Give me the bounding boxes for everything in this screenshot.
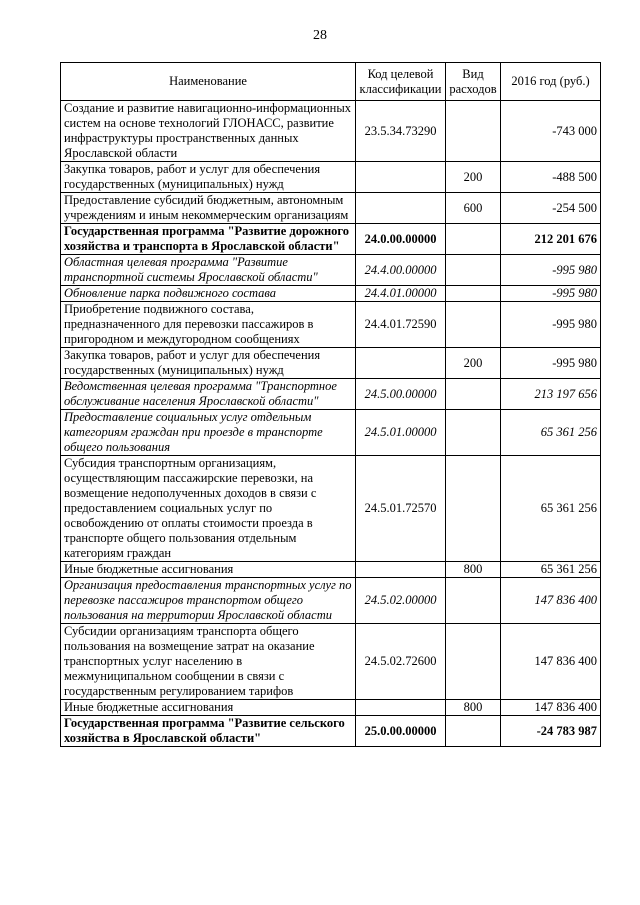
row-name: Государственная программа "Развитие дорожного хозяйства и транспорта в Ярославской области" xyxy=(61,224,356,255)
header-code: Код целевой классификации xyxy=(356,63,446,101)
table-row xyxy=(61,286,601,302)
row-name: Областная целевая программа "Развитие транспортной системы Ярославской области" xyxy=(61,255,356,286)
row-name: Предоставление субсидий бюджетным, автономным учреждениям и иным некоммерческим организациям xyxy=(61,193,356,224)
budget-table xyxy=(60,62,601,747)
row-code: 24.0.00.00000 xyxy=(356,224,446,255)
row-name: Субсидии организациям транспорта общего пользования на возмещение затрат на оказание транспортных услуг населению в межмуниципальном сообщении в связи с государственным регулированием тарифов xyxy=(61,624,356,700)
row-name: Субсидия транспортным организациям, осуществляющим пассажирские перевозки, на возмещение недополученных доходов в связи с предоставлением социальных услуг по освобождению от оплаты стоимости проезда в транспорте общего пользования отдельным категориям граждан xyxy=(61,456,356,562)
row-sum: 147 836 400 xyxy=(501,624,601,700)
row-type xyxy=(446,456,501,562)
row-name: Иные бюджетные ассигнования xyxy=(61,700,356,716)
row-name: Приобретение подвижного состава, предназначенного для перевозки пассажиров в пригородном и междугородном сообщениях xyxy=(61,302,356,348)
row-code: 24.4.01.72590 xyxy=(356,302,446,348)
table-row xyxy=(61,224,601,255)
row-type: 600 xyxy=(446,193,501,224)
header-name: Наименование xyxy=(61,63,356,101)
row-type: 800 xyxy=(446,700,501,716)
row-sum: 65 361 256 xyxy=(501,410,601,456)
row-type xyxy=(446,101,501,162)
row-code: 24.5.01.72570 xyxy=(356,456,446,562)
row-name: Государственная программа "Развитие сельского хозяйства в Ярославской области" xyxy=(61,716,356,747)
row-sum: -995 980 xyxy=(501,348,601,379)
row-name: Организация предоставления транспортных услуг по перевозке пассажиров транспортом общего пользования на территории Ярославской области xyxy=(61,578,356,624)
table-row xyxy=(61,624,601,700)
row-sum: 212 201 676 xyxy=(501,224,601,255)
header-sum: 2016 год (руб.) xyxy=(501,63,601,101)
row-sum: 147 836 400 xyxy=(501,700,601,716)
table-row xyxy=(61,716,601,747)
row-code xyxy=(356,700,446,716)
table-header-row xyxy=(61,63,601,101)
row-name: Закупка товаров, работ и услуг для обеспечения государственных (муниципальных) нужд xyxy=(61,348,356,379)
row-code xyxy=(356,162,446,193)
row-name: Обновление парка подвижного состава xyxy=(61,286,356,302)
table-row xyxy=(61,456,601,562)
row-code: 24.4.01.00000 xyxy=(356,286,446,302)
row-type xyxy=(446,716,501,747)
table-row xyxy=(61,410,601,456)
row-name: Ведомственная целевая программа "Транспортное обслуживание населения Ярославской области" xyxy=(61,379,356,410)
row-code: 25.0.00.00000 xyxy=(356,716,446,747)
row-type xyxy=(446,410,501,456)
row-name: Создание и развитие навигационно-информационных систем на основе технологий ГЛОНАСС, развитие инфраструктуры пространственных данных Ярославской области xyxy=(61,101,356,162)
table-row xyxy=(61,193,601,224)
row-code: 24.5.02.00000 xyxy=(356,578,446,624)
row-name: Закупка товаров, работ и услуг для обеспечения государственных (муниципальных) нужд xyxy=(61,162,356,193)
row-code xyxy=(356,562,446,578)
table-row xyxy=(61,562,601,578)
table-row xyxy=(61,101,601,162)
table-row xyxy=(61,348,601,379)
table-row xyxy=(61,162,601,193)
row-code: 24.5.02.72600 xyxy=(356,624,446,700)
row-code: 23.5.34.73290 xyxy=(356,101,446,162)
row-sum: -24 783 987 xyxy=(501,716,601,747)
table-row xyxy=(61,578,601,624)
header-type: Вид расходов xyxy=(446,63,501,101)
row-sum: -743 000 xyxy=(501,101,601,162)
row-type xyxy=(446,286,501,302)
row-type xyxy=(446,624,501,700)
row-code: 24.5.00.00000 xyxy=(356,379,446,410)
row-name: Иные бюджетные ассигнования xyxy=(61,562,356,578)
row-sum: -254 500 xyxy=(501,193,601,224)
table-row xyxy=(61,302,601,348)
row-type: 200 xyxy=(446,348,501,379)
page-number: 28 xyxy=(313,28,327,43)
row-sum: 213 197 656 xyxy=(501,379,601,410)
row-sum: 147 836 400 xyxy=(501,578,601,624)
table-body xyxy=(61,101,601,747)
row-type xyxy=(446,302,501,348)
table-row xyxy=(61,255,601,286)
row-type xyxy=(446,379,501,410)
row-code: 24.5.01.00000 xyxy=(356,410,446,456)
table-row xyxy=(61,700,601,716)
row-type: 200 xyxy=(446,162,501,193)
row-sum: -488 500 xyxy=(501,162,601,193)
row-sum: -995 980 xyxy=(501,286,601,302)
row-type xyxy=(446,578,501,624)
row-type: 800 xyxy=(446,562,501,578)
table-row xyxy=(61,379,601,410)
row-code: 24.4.00.00000 xyxy=(356,255,446,286)
row-type xyxy=(446,255,501,286)
row-name: Предоставление социальных услуг отдельным категориям граждан при проезде в транспорте общего пользования xyxy=(61,410,356,456)
row-sum: 65 361 256 xyxy=(501,456,601,562)
row-code xyxy=(356,348,446,379)
row-sum: 65 361 256 xyxy=(501,562,601,578)
row-type xyxy=(446,224,501,255)
row-sum: -995 980 xyxy=(501,255,601,286)
row-code xyxy=(356,193,446,224)
row-sum: -995 980 xyxy=(501,302,601,348)
